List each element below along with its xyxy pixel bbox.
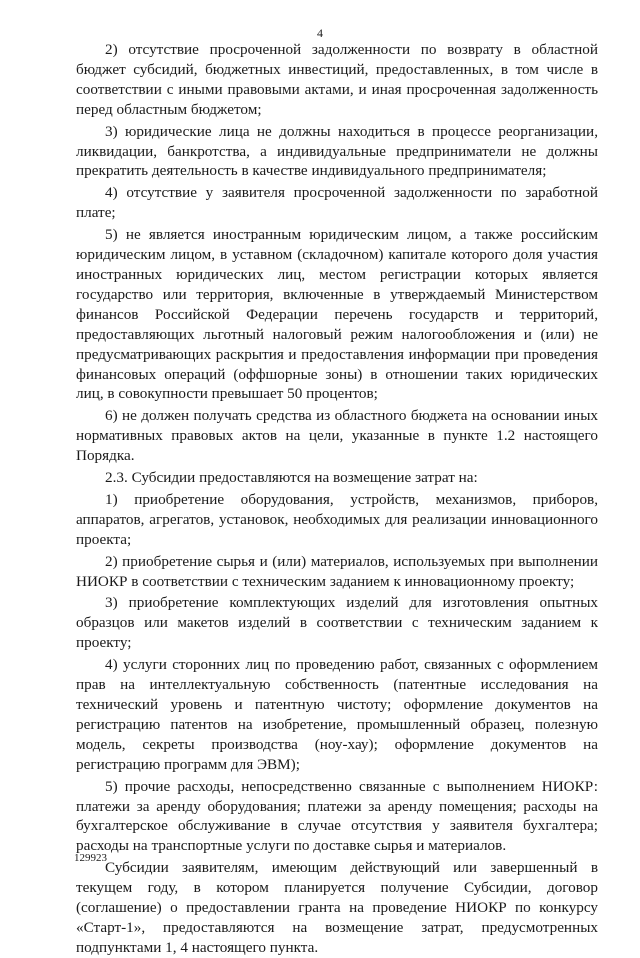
- paragraph-item-5: 5) не является иностранным юридическим лицом, а также российским юридическим лицом, в уставном (складочном) капитале которого доля участия иностранных юридических лиц, местом регистрации которых является государство или территория, включенные в утверждаемый Министерством финансов Российской Федерации перечень государств и территорий, предоставляющих льготный налоговый режим налогообложения и (или) не предусматривающих раскрытия и предоставления информации при проведения финансовых операций (оффшорные зоны) в отношении таких юридических лиц, в совокупности превышает 50 процентов;: [76, 226, 598, 403]
- paragraph-item-6: 6) не должен получать средства из областного бюджета на основании иных нормативных правовых актов на цели, указанные в пункте 1.2 настоящего Порядка.: [76, 407, 598, 465]
- closing-paragraph: Субсидии заявителям, имеющим действующий или завершенный в текущем году, в котором планируется получение Субсидии, договор (соглашение) о предоставлении гранта на проведение НИОКР по конкурсу «Старт-1», предоставляются на возмещение затрат, предусмотренных подпунктами 1, 4 настоящего пункта.: [76, 859, 598, 956]
- document-body: [76, 40, 598, 958]
- paragraph-item-2: 2) отсутствие просроченной задолженности по возврату в областной бюджет субсидий, бюджетных инвестиций, предоставленных, в том числе в соответствии с иными правовыми актами, и иная просроченная задолженность перед областным бюджетом;: [76, 41, 598, 118]
- cost-item-4: 4) услуги сторонних лиц по проведению работ, связанных с оформлением прав на интеллектуальную собственность (патентные исследования на технический уровень и патентную чистоту; оформление документов на регистрацию патентов на изобретение, промышленный образец, полезную модель, секреты производства (ноу-хау); оформление документов на регистрацию программ для ЭВМ);: [76, 656, 598, 773]
- paragraph-item-3: 3) юридические лица не должны находиться в процессе реорганизации, ликвидации, банкротства, а индивидуальные предприниматели не должны прекратить деятельность в качестве индивидуального предпринимателя;: [76, 122, 598, 180]
- cost-item-5: 5) прочие расходы, непосредственно связанные с выполнением НИОКР: платежи за аренду оборудования; платежи за аренду помещения; расходы на бухгалтерское обслуживание в случае отсутствия у заявителя бухгалтера; расходы на транспортные услуги по доставке сырья и материалов.: [76, 777, 598, 855]
- cost-item-3: 3) приобретение комплектующих изделий для изготовления опытных образцов или макетов изделий в соответствии с техническим заданием к проекту;: [76, 594, 598, 652]
- cost-item-1: 1) приобретение оборудования, устройств, механизмов, приборов, аппаратов, агрегатов, установок, необходимых для реализации инновационного проекта;: [76, 490, 598, 548]
- page-number: 4: [317, 26, 323, 40]
- document-code: 129923: [74, 852, 107, 864]
- paragraph-item-4: 4) отсутствие у заявителя просроченной задолженности по заработной плате;: [76, 184, 598, 222]
- cost-item-2: 2) приобретение сырья и (или) материалов, используемых при выполнении НИОКР в соответствии с техническим заданием к инновационному проекту;: [76, 552, 598, 590]
- section-heading-2-3: 2.3. Субсидии предоставляются на возмещение затрат на:: [105, 469, 478, 487]
